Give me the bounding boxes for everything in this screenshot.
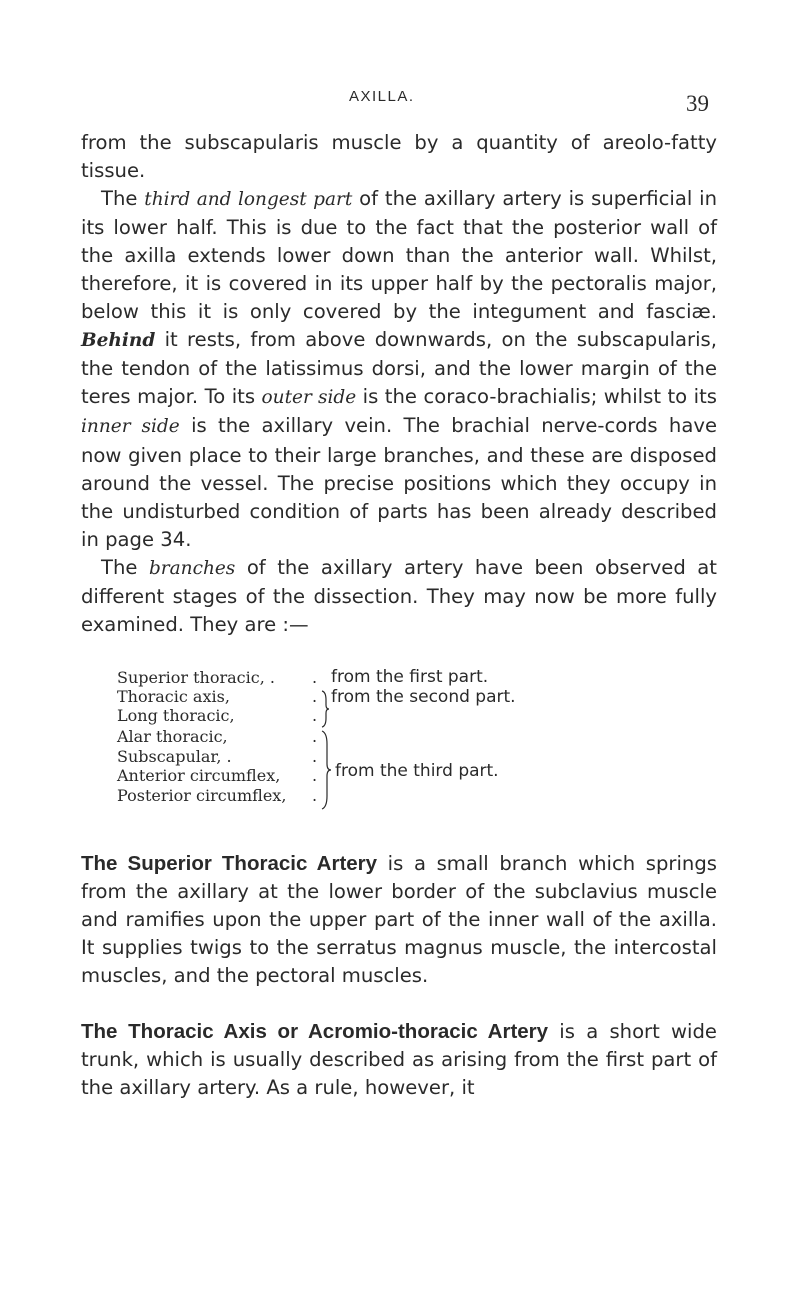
paragraph-superior-thoracic: The Superior Thoracic Artery is a small branch which springs from the axillary at the lower border of the subclavius muscle and ramifies upon the upper part of the inner wall of the axilla. It supplies twigs to the serratus magnus muscle, the intercostal muscles, and the pectoral muscles. <box>81 852 717 988</box>
leader-dot: . <box>312 687 318 706</box>
text-block-upper <box>81 129 717 639</box>
emphasis-outer-side: outer side <box>261 387 357 409</box>
leader-dot: . <box>312 747 318 766</box>
leader-dot: . <box>312 786 318 805</box>
running-head: AXILLA. <box>349 88 415 105</box>
group-first-part: from the first part. <box>331 667 489 687</box>
leader-dot: . <box>312 706 318 725</box>
group-second-part: from the second part. <box>331 687 516 707</box>
branch-item: Anterior circumflex, <box>117 766 281 785</box>
leader-dot: . <box>312 727 318 746</box>
brace-third-icon <box>320 730 332 810</box>
heading-thoracic-axis: The Thoracic Axis or Acromio-thoracic Artery <box>81 1020 549 1043</box>
paragraph-thoracic-axis: The Thoracic Axis or Acromio-thoracic Artery is a short wide trunk, which is usually described as arising from the first part of the axillary artery. As a rule, however, it <box>81 1020 717 1100</box>
heading-superior-thoracic: The Superior Thoracic Artery <box>81 852 378 875</box>
branch-item: Superior thoracic, . <box>117 668 275 687</box>
paragraph-branches-intro: The branches of the axillary artery have been observed at different stages of the dissection. They may now be more fully examined. They are :— <box>81 555 717 636</box>
paragraph-continuation: from the subscapularis muscle by a quantity of areolo-fatty tissue. <box>81 131 717 183</box>
brace-second-icon <box>320 690 330 728</box>
branch-item: Alar thoracic, <box>117 727 228 746</box>
branch-item: Subscapular, . <box>117 747 232 766</box>
leader-dot: . <box>312 766 318 785</box>
text-block-superior-thoracic <box>81 850 717 990</box>
branches-table <box>117 668 717 828</box>
branch-item: Thoracic axis, <box>117 687 230 706</box>
page-number: 39 <box>686 91 709 116</box>
emphasis-inner-side: inner side <box>81 416 180 438</box>
emphasis-behind: Behind <box>81 330 156 352</box>
page-reference: 34 <box>160 527 186 551</box>
leader-dot: . <box>312 668 318 687</box>
paragraph-third-part: The third and longest part of the axillary artery is superficial in its lower half. This is due to the fact that the posterior wall of the axilla extends lower down than the anterior wall. Whilst, therefore, it is covered in its upper half by the pectoralis major, below this it is only covered by the integument and fasciæ. Behind it rests, from above downwards, on the subscapularis, the tendon of the latissimus dorsi, and the lower margin of the teres major. To its outer side is the coraco-brachialis; whilst to its inner side is the axillary vein. The brachial nerve-cords have now given place to their large branches, and these are disposed around the vessel. The precise positions which they occupy in the undisturbed condition of parts has been already described in page 34. <box>81 187 718 551</box>
branch-item: Long thoracic, <box>117 706 235 725</box>
emphasis-branches: branches <box>148 557 236 579</box>
branch-item: Posterior circumflex, <box>117 786 287 805</box>
emphasis-third-longest: third and longest part <box>144 189 353 211</box>
group-third-part: from the third part. <box>335 761 499 781</box>
text-block-thoracic-axis <box>81 1018 717 1102</box>
